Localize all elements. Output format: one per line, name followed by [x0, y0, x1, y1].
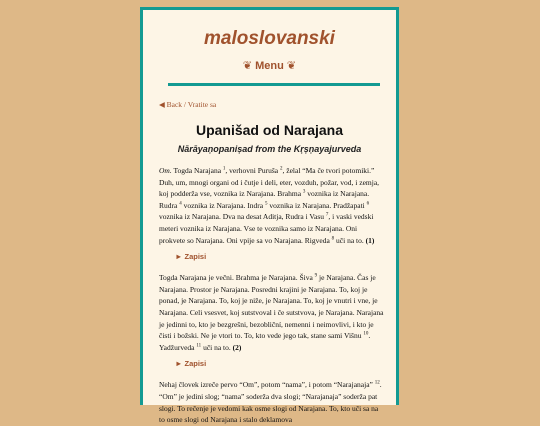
divider — [168, 83, 380, 86]
verse-lead: Om. — [159, 166, 172, 175]
notes-toggle[interactable]: ► Zapisi — [175, 252, 207, 262]
verse-paragraph-3 — [159, 379, 385, 425]
verse-text: , verhovni Puruša — [225, 166, 280, 175]
page-title: Upanišad od Narajana — [195, 122, 344, 138]
verse-text: voznika iz Narajana. Pradžapati — [267, 200, 367, 210]
footnote-ref[interactable]: 9 — [314, 273, 318, 279]
footnote-ref[interactable]: 11 — [196, 343, 202, 349]
verse-text: voznika iz Narajana. Indra — [181, 200, 266, 210]
verse-number: (2) — [232, 342, 242, 352]
verse-text: uči na to. — [201, 342, 233, 352]
footnote-ref[interactable]: 10 — [363, 331, 369, 337]
footnote-ref[interactable]: 7 — [325, 212, 329, 218]
verse-paragraph-1 — [159, 165, 385, 246]
footnote-ref[interactable]: 5 — [265, 201, 268, 207]
footnote-ref[interactable]: 3 — [302, 189, 306, 195]
verse-text: Togda Narajana — [171, 166, 223, 175]
verse-text: . Yadžurveda — [159, 331, 371, 352]
footnote-ref[interactable]: 6 — [366, 201, 370, 207]
footnote-ref[interactable]: 8 — [331, 236, 335, 242]
verse-text: Nehaj človek izreče pervo “Om”, potom “nama”, i potom “Narajanaja” — [159, 380, 375, 390]
verse-paragraph-2 — [159, 272, 385, 353]
page-subtitle: Nārāyaṇopaniṣad from the Kṛṣṇayajurveda — [177, 144, 362, 154]
site-title[interactable]: maloslovanski — [204, 28, 335, 49]
verse-text: voznika iz Narajana. Dva na desat Aditja, Rudra i Vasu — [159, 212, 326, 222]
verse-text: je Narajana. Čas je Narajana. Prostor je Narajana. Posredni krajini je Narajana. To, koj je ponad, je Narajana. To, koj je niže, je Narajana. To, koj je vnutri i vne, je Narajana. Celi vsesvet, koj sutstvoval i če sutstvova, je Narajana. Narajana je jedinni to, kto je bezgrešni, bezobliční, nemenni i neimovlivi, i kto je čisti i božski. Ne je vtori to. To, kto vede jego tak, stane sami Višnu — [159, 273, 384, 341]
verse-text: . “Om” je jedini slog; “nama” soderža dva slogi; “Narajanaja” soderža pat slogi. To rečenje je vedomi kak osme slogi od Narajana. To, kto uči sa na to osme slogi od Narajana i stalo deklamova — [159, 380, 382, 425]
page-container — [140, 7, 399, 425]
verse-text: , želal “Ma če tvori potomiki.” Duh, um, mnogi organi od i čutje i deli, eter, vozduh, požar, vod, i zemja, koj podderža vse, voznika iz Narajana. Brahma — [159, 166, 380, 199]
notes-toggle[interactable]: ► Zapisi — [175, 359, 207, 369]
verse-number: (1) — [365, 235, 375, 245]
menu-toggle[interactable]: ❦ Menu ❦ — [242, 60, 297, 72]
back-link[interactable]: ◀ Back / Vratite sa — [159, 100, 217, 109]
footnote-ref[interactable]: 4 — [179, 201, 182, 207]
footnote-ref[interactable]: 1 — [222, 166, 226, 172]
verse-text: voznika iz Narajana. Rudra — [159, 189, 370, 210]
verse-text: , i vaski vedski meteri voznika iz Narajana. Vse te voznika samo iz Narajana. Oni prokvete so Narajana. Oni vpije sa vo Narajana. Rigveda — [159, 212, 374, 245]
verse-text: Togda Narajana je večni. Brahma je Narajana. Šiva — [159, 273, 315, 283]
footnote-ref[interactable]: 2 — [280, 166, 283, 172]
footnote-ref[interactable]: 12 — [374, 380, 380, 386]
verse-text: uči na to. — [334, 235, 366, 245]
